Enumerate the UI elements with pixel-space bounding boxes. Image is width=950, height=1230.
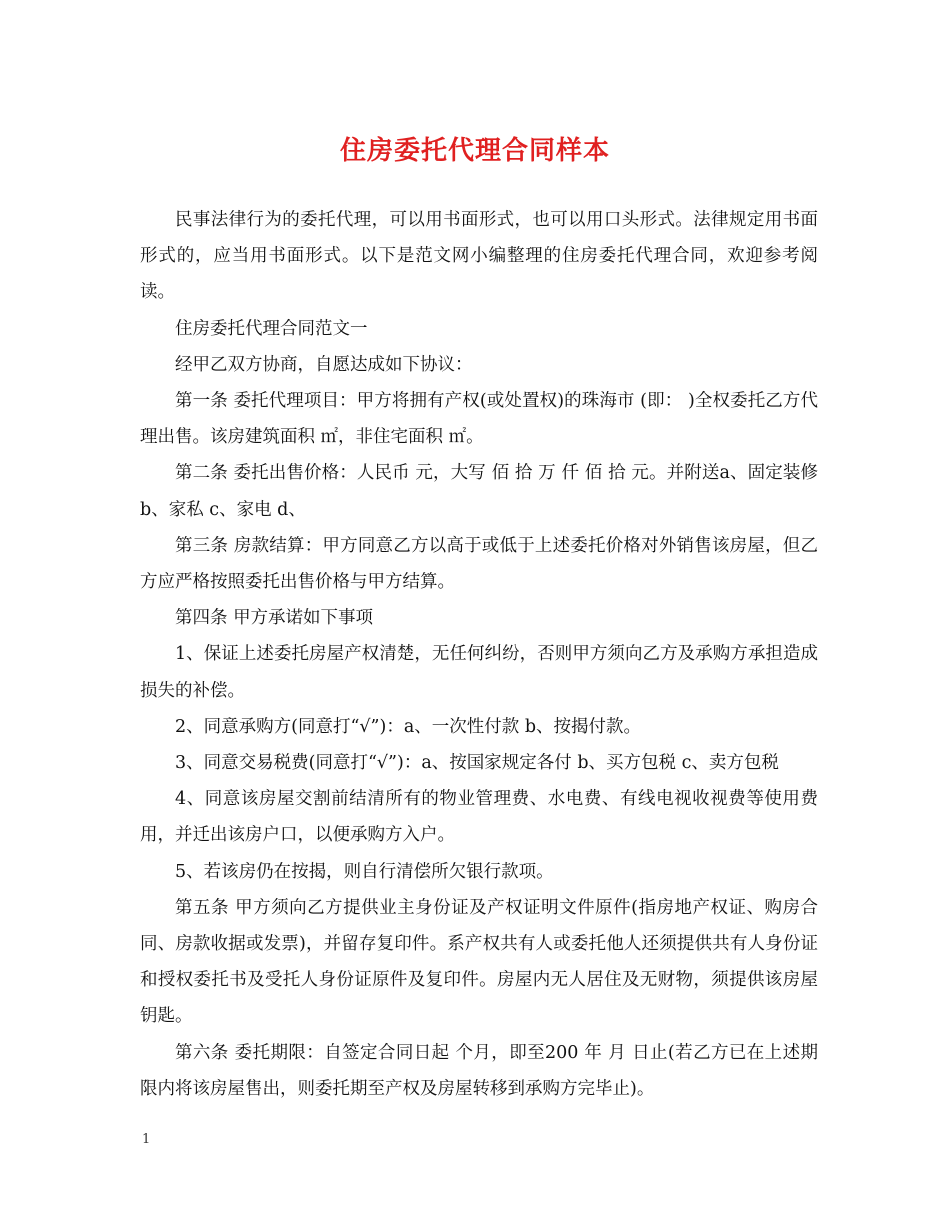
document-body xyxy=(140,202,818,1107)
paragraph-item-2: 2、同意承购方(同意打“√”)：a、一次性付款 b、按揭付款。 xyxy=(175,716,642,737)
paragraph-intro: 民事法律行为的委托代理，可以用书面形式，也可以用口头形式。法律规定用书面形式的，应当用书面形式。以下是范文网小编整理的住房委托代理合同，欢迎参考阅读。 xyxy=(140,210,818,303)
paragraph-item-1: 1、保证上述委托房屋产权清楚，无任何纠纷，否则甲方须向乙方及承购方承担造成损失的补偿。 xyxy=(140,644,818,701)
paragraph-article-2: 第二条 委托出售价格：人民币 元，大写 佰 拾 万 仟 佰 拾 元。并附送a、固定装修 b、家私 c、家电 d、 xyxy=(140,463,818,520)
paragraph-item-3: 3、同意交易税费(同意打“√”)：a、按国家规定各付 b、买方包税 c、卖方包税 xyxy=(175,753,779,774)
paragraph-section-heading: 住房委托代理合同范文一 xyxy=(175,318,368,339)
paragraph-item-4: 4、同意该房屋交割前结清所有的物业管理费、水电费、有线电视收视费等使用费用，并迁出该房户口，以便承购方入户。 xyxy=(140,789,818,846)
paragraph-article-1: 第一条 委托代理项目：甲方将拥有产权(或处置权)的珠海市 (即： )全权委托乙方代理出售。该房建筑面积 ㎡，非住宅面积 ㎡。 xyxy=(140,391,818,448)
paragraph-article-4: 第四条 甲方承诺如下事项 xyxy=(175,608,374,629)
paragraph-article-5: 第五条 甲方须向乙方提供业主身份证及产权证明文件原件(指房地产权证、购房合同、房款收据或发票)，并留存复印件。系产权共有人或委托他人还须提供共有人身份证和授权委托书及受托人身份证原件及复印件。房屋内无人居住及无财物，须提供该房屋钥匙。 xyxy=(140,897,818,1027)
page-number: 1 xyxy=(142,1132,151,1147)
paragraph-item-5: 5、若该房仍在按揭，则自行清偿所欠银行款项。 xyxy=(175,861,554,882)
paragraph-article-6: 第六条 委托期限：自签定合同日起 个月，即至200 年 月 日止(若乙方已在上述期限内将该房屋售出，则委托期至产权及房屋转移到承购方完毕止)。 xyxy=(140,1042,818,1099)
paragraph-agreement: 经甲乙双方协商，自愿达成如下协议： xyxy=(175,354,473,375)
paragraph-article-3: 第三条 房款结算：甲方同意乙方以高于或低于上述委托价格对外销售该房屋，但乙方应严格按照委托出售价格与甲方结算。 xyxy=(140,535,818,593)
document-title: 住房委托代理合同样本 xyxy=(339,136,610,166)
